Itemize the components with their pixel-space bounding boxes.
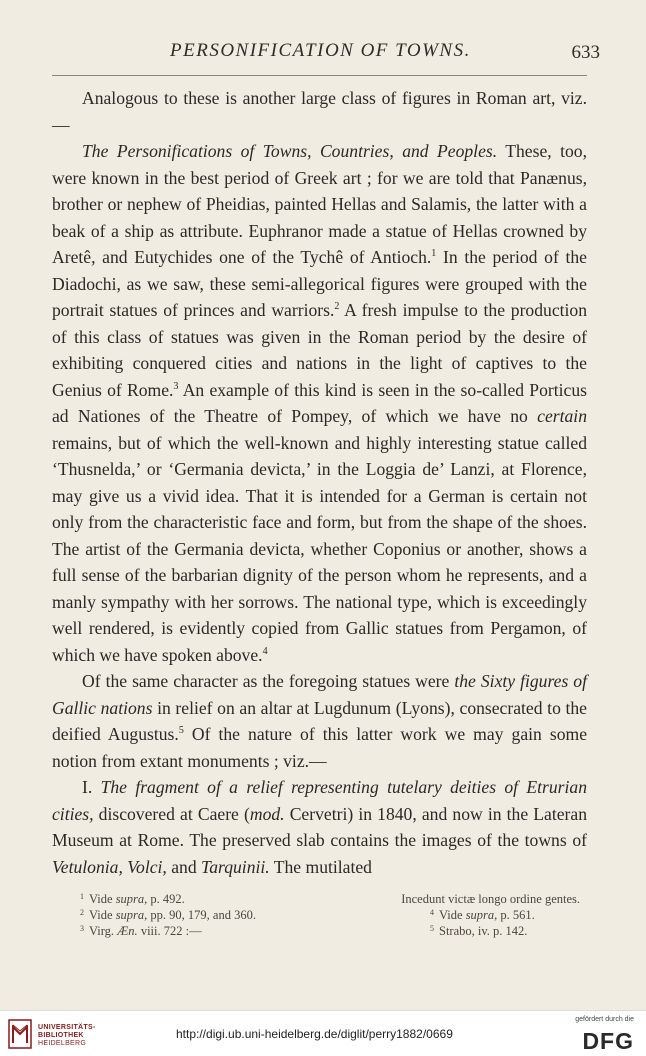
section-title: The Personifications of Towns, Countries, and Peoples. — [82, 141, 498, 161]
running-head — [40, 40, 600, 70]
library-logo-icon[interactable] — [8, 1019, 32, 1049]
running-title: PERSONIFICATION OF TOWNS. — [170, 40, 471, 61]
dfg-logo[interactable]: DFG — [582, 1028, 634, 1054]
footnote-ref[interactable]: 5 — [178, 725, 184, 736]
digitization-footer — [0, 1010, 646, 1056]
footnote-row — [80, 924, 580, 940]
footnote-ref[interactable]: 4 — [262, 645, 268, 657]
footnote-ref[interactable]: 1 — [431, 248, 437, 259]
permalink-url[interactable]: http://digi.ub.uni-heidelberg.de/diglit/perry1882/0669 — [176, 1027, 453, 1041]
footnote-ref[interactable]: 3 — [173, 380, 179, 392]
paragraph-1: Analogous to these is another large class of figures in Roman art, viz.— — [52, 88, 587, 135]
footnote-3-continuation: Incedunt victæ longo ordine gentes. — [401, 892, 580, 906]
paragraph-3: Of the same character as the foregoing statues were the Sixty figures of Gallic nations in relief on an altar at Lugdunum (Lyons), consecrated to the deified Augustus.$^5$ Of the nature of this latter work we may gain some notion from extant monuments ; viz.— — [52, 671, 587, 771]
funder-note: gefördert durch die — [575, 1016, 634, 1023]
footnote-ref[interactable]: 2 — [334, 301, 340, 312]
footnote-3: $^3$ Virg. Æn. viii. 722 :— — [80, 924, 202, 938]
body-text — [52, 85, 587, 880]
footnote-4: $^4$ Vide supra, p. 561. — [430, 908, 535, 922]
footnotes — [80, 892, 580, 940]
footnote-2: $^2$ Vide supra, pp. 90, 179, and 360. — [80, 908, 256, 922]
page-number: 633 — [571, 42, 600, 63]
paragraph-2: The Personifications of Towns, Countries, and Peoples. These, too, were known in the best period of Greek art ; for we are told that Panænus, brother or nephew of Pheidias, painted Hellas and Salamis, the latter with a beak of a ship as attribute. Euphranor made a statue of Hellas crowned by Aretê, and Eutychides one of the Tychê of Antioch.$^1$ In the period of the Diadochi, as we saw, these semi-allegorical figures were grouped with the portrait statues of princes and warriors.$^2$ A fresh impulse to the production of this class of statues was given in the Roman period by the desire of exhibiting conquered cities and nations in the light of captives to the Genius of Rome.$^3$ An example of this kind is seen in the so-called Porticus ad Nationes of the Theatre of Pompey, of which we have no certain remains, but of which the well-known and highly interesting statue called ‘Thusnelda,’ or ‘Germania devicta,’ in the Loggia de’ Lanzi, at Florence, may give us a vivid idea. That it is intended for a German is certain not only from the characteristic face and form, but from the shape of the shoes. The artist of the Germania devicta, whether Coponius or another, shows a full sense of the barbarian dignity of the person whom he represents, and a manly sympathy with her sorrows. The national type, which is exceedingly well rendered, is evidently copied from Gallic statues from Pergamon, of which we have spoken above.$^4$ — [52, 141, 587, 665]
institution-name: UNIVERSITÄTS- BIBLIOTHEK HEIDELBERG — [38, 1024, 96, 1047]
footnote-1: $^1$ Vide supra, p. 492. — [80, 892, 185, 906]
footnote-5: $^5$ Strabo, iv. p. 142. — [430, 924, 528, 938]
header-rule — [52, 75, 587, 76]
footnote-row — [80, 892, 580, 908]
paragraph-4: I. The fragment of a relief representing tutelary deities of Etrurian cities, discovered at Caere (mod. Cervetri) in 1840, and now in the Lateran Museum at Rome. The preserved slab contains the images of the towns of Vetulonia, Volci, and Tarquinii. The mutilated — [52, 777, 588, 877]
footnote-row — [80, 908, 580, 924]
